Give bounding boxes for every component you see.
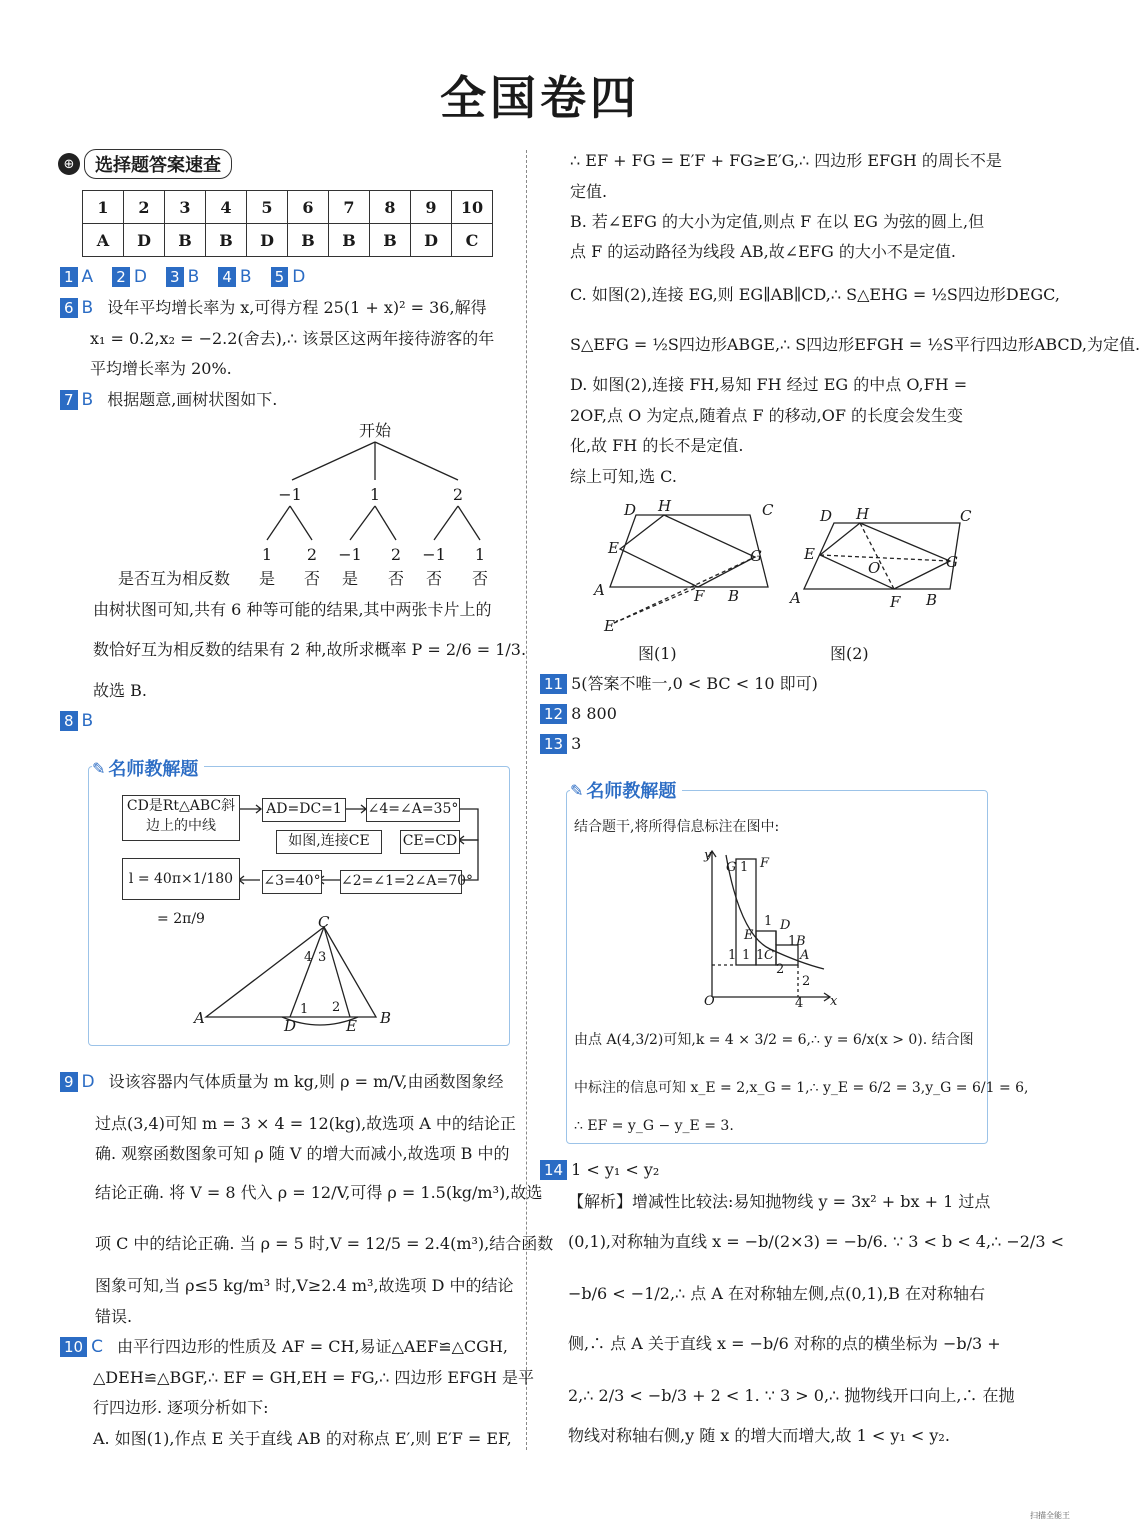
table-cell: D <box>411 224 452 257</box>
tree-node: −1 <box>278 485 302 504</box>
table-cell: 3 <box>165 191 206 224</box>
question-number: 11 <box>540 674 567 694</box>
tree-node: 2 <box>452 485 464 504</box>
q13-intro: 结合题干,将所得信息标注在图中: <box>574 819 780 835</box>
q12-line <box>540 702 617 726</box>
answer-letter: B <box>81 711 94 731</box>
svg-text:C: C <box>762 501 774 519</box>
q9-line: 项 C 中的结论正确. 当 ρ = 5 时,V = 12/5 = 2.4(m³),结合函数 <box>95 1234 554 1253</box>
svg-text:E: E <box>804 545 815 563</box>
svg-text:1: 1 <box>300 1002 309 1017</box>
figure-caption-2: 图(2) <box>830 644 869 663</box>
table-cell: 10 <box>452 191 493 224</box>
table-cell: 9 <box>411 191 452 224</box>
answer-letter: B <box>187 267 200 287</box>
table-cell: B <box>206 224 247 257</box>
svg-text:F: F <box>760 856 770 871</box>
q14-solution-line: 物线对称轴右侧,y 随 x 的增大而增大,故 1 < y₁ < y₂. <box>568 1426 950 1445</box>
svg-text:O: O <box>704 994 715 1009</box>
question-number: 14 <box>540 1160 567 1180</box>
tree-row-label: 是否互为相反数 <box>118 569 231 588</box>
svg-text:2: 2 <box>776 962 785 977</box>
teacher-title: 名师教解题 <box>108 759 199 780</box>
svg-text:H: H <box>856 505 870 523</box>
svg-text:B: B <box>796 934 806 949</box>
parallelogram-figure-1 <box>590 495 780 640</box>
tree-leaf: 2 <box>390 545 402 564</box>
svg-text:3: 3 <box>318 950 327 965</box>
q13-line <box>540 732 581 756</box>
tree-leaf: 1 <box>474 545 486 564</box>
tree-result: 否 <box>471 569 489 588</box>
svg-text:4: 4 <box>795 996 804 1011</box>
solution-text: 根据题意,画树状图如下. <box>107 390 278 409</box>
svg-text:G: G <box>750 547 762 565</box>
flow-box: ∠4=∠A=35° <box>366 798 460 822</box>
q13-line: 中标注的信息可知 x_E = 2,x_G = 1,∴ y_E = 6/2 = 3,y_G = 6/1 = 6, <box>574 1080 1029 1096</box>
table-cell: B <box>288 224 329 257</box>
question-number: 13 <box>540 734 567 754</box>
q6-line-1 <box>60 296 487 320</box>
question-number: 9 <box>60 1072 78 1092</box>
table-cell: 4 <box>206 191 247 224</box>
flow-box: ∠2=∠1=2∠A=70° <box>340 870 462 894</box>
teacher-icon: ✎ <box>570 780 584 800</box>
tree-leaf: 1 <box>261 545 273 564</box>
solution-text: 设年平均增长率为 x,可得方程 25(1 + x)² = 36,解得 <box>107 298 487 317</box>
svg-text:A: A <box>594 581 605 599</box>
right-line: S△EFG = ½S四边形ABGE,∴ S四边形EFGH = ½S平行四边形ABCD,为定值. <box>570 335 1140 354</box>
teacher-header <box>570 777 682 803</box>
q9-line: 结论正确. 将 V = 8 代入 ρ = 12/V,可得 ρ = 1.5(kg/m³),故选 <box>95 1183 543 1202</box>
tree-result: 是 <box>258 569 276 588</box>
svg-text:F: F <box>694 587 705 605</box>
table-cell: B <box>329 224 370 257</box>
q10-line-1 <box>60 1335 508 1359</box>
svg-text:E′: E′ <box>604 617 619 635</box>
question-number: 1 <box>60 267 78 287</box>
svg-text:1: 1 <box>740 860 749 875</box>
table-cell: 1 <box>83 191 124 224</box>
svg-text:2: 2 <box>332 1000 341 1015</box>
answer-text: 1 < y₁ < y₂ <box>571 1160 660 1179</box>
flow-box: ∠3=40° <box>262 870 322 894</box>
answer-table <box>82 190 493 257</box>
q7-line-1 <box>60 388 277 412</box>
tree-result: 是 <box>341 569 359 588</box>
q10-line: A. 如图(1),作点 E 关于直线 AB 的对称点 E′,则 E′F = EF, <box>93 1429 512 1448</box>
solution-text: 设该容器内气体质量为 m kg,则 ρ = m/V,由函数图象经 <box>108 1072 504 1091</box>
q14-solution-line: 侧,∴ 点 A 关于直线 x = −b/6 对称的点的横坐标为 −b/3 + <box>568 1334 1001 1353</box>
q6-line-2: x₁ = 0.2,x₂ = −2.2(舍去),∴ 该景区这两年接待游客的年 <box>90 329 495 348</box>
teacher-icon: ✎ <box>92 758 106 778</box>
svg-text:x: x <box>830 994 838 1009</box>
svg-text:G: G <box>726 860 737 875</box>
tree-leaf: −1 <box>338 545 362 564</box>
svg-text:C: C <box>318 913 330 931</box>
table-cell: D <box>124 224 165 257</box>
flow-box: CD是Rt△ABC斜边上的中线 <box>122 795 240 841</box>
tree-result: 否 <box>387 569 405 588</box>
question-number: 7 <box>60 390 78 410</box>
q6-line-3: 平均增长率为 20%. <box>90 359 232 378</box>
answer-text: 5(答案不唯一,0 < BC < 10 即可) <box>571 674 818 693</box>
inverse-function-graph <box>700 845 840 1010</box>
answer-letter: A <box>81 267 94 287</box>
tree-leaf: 2 <box>306 545 318 564</box>
page-title: 全国卷四 <box>440 71 640 125</box>
q13-line: ∴ EF = y_G − y_E = 3. <box>574 1118 734 1134</box>
question-number: 3 <box>166 267 184 287</box>
answer-letter: B <box>239 267 252 287</box>
svg-text:D: D <box>780 918 791 933</box>
svg-text:A: A <box>790 589 801 607</box>
q10-line: △DEH≌△BGF,∴ EF = GH,EH = FG,∴ 四边形 EFGH 是平 <box>93 1368 535 1387</box>
question-number: 10 <box>60 1337 87 1357</box>
solution-text: 由平行四边形的性质及 AF = CH,易证△AEF≌△CGH, <box>116 1337 508 1356</box>
q9-line: 错误. <box>95 1307 133 1326</box>
svg-text:2: 2 <box>802 974 811 989</box>
q14-line <box>540 1158 659 1182</box>
q14-solution-line: (0,1),对称轴为直线 x = −b/(2×3) = −b/6. ∵ 3 < b < 4,∴ −2/3 < <box>568 1232 1064 1251</box>
table-cell: 8 <box>370 191 411 224</box>
svg-text:F: F <box>890 593 901 611</box>
q14-solution-line: −b/6 < −1/2,∴ 点 A 在对称轴左侧,点(0,1),B 在对称轴右 <box>568 1284 985 1303</box>
question-number: 6 <box>60 298 78 318</box>
q7-line-4: 故选 B. <box>93 681 147 700</box>
answer-letter: D <box>292 267 306 287</box>
svg-text:D: D <box>284 1017 297 1035</box>
section-header <box>58 151 232 177</box>
question-number: 5 <box>271 267 289 287</box>
answer-table-numbers <box>83 191 493 224</box>
svg-text:1: 1 <box>756 948 765 963</box>
answer-letter: D <box>81 1072 95 1092</box>
q9-line: 确. 观察函数图象可知 ρ 随 V 的增大而减小,故选项 B 中的 <box>95 1144 510 1163</box>
flow-box: AD=DC=1 <box>262 798 346 822</box>
svg-text:A: A <box>800 948 810 963</box>
answer-table-answers <box>83 224 493 257</box>
table-cell: B <box>370 224 411 257</box>
svg-text:E: E <box>608 539 619 557</box>
teacher-title: 名师教解题 <box>586 781 677 802</box>
right-line: 点 F 的运动路径为线段 AB,故∠EFG 的大小不是定值. <box>570 242 956 261</box>
answer-letter: C <box>91 1337 103 1357</box>
q14-solution-line: 【解析】增减性比较法:易知抛物线 y = 3x² + bx + 1 过点 <box>568 1192 991 1211</box>
question-number: 12 <box>540 704 567 724</box>
tree-diagram <box>240 418 520 598</box>
answer-letter: D <box>133 267 147 287</box>
table-cell: B <box>165 224 206 257</box>
flow-box: 如图,连接CE <box>276 830 382 854</box>
svg-text:E: E <box>346 1017 357 1035</box>
table-cell: D <box>247 224 288 257</box>
right-line: 综上可知,选 C. <box>570 467 677 486</box>
svg-text:C: C <box>764 948 774 963</box>
svg-text:O: O <box>868 559 881 577</box>
figure-caption-1: 图(1) <box>638 644 677 663</box>
right-line: C. 如图(2),连接 EG,则 EG∥AB∥CD,∴ S△EHG = ½S四边形DEGC, <box>570 285 1060 304</box>
target-icon: ⊕ <box>58 153 80 175</box>
svg-text:1: 1 <box>788 934 797 949</box>
flow-box: l = 40π×1/180 = 2π/9 <box>122 858 240 900</box>
svg-text:D: D <box>624 501 637 519</box>
tree-result: 否 <box>303 569 321 588</box>
q7-line-2: 由树状图可知,共有 6 种等可能的结果,其中两张卡片上的 <box>93 600 492 619</box>
question-number: 2 <box>112 267 130 287</box>
svg-text:B: B <box>926 591 938 609</box>
svg-text:G: G <box>946 553 958 571</box>
answer-letter: B <box>81 390 94 410</box>
q8-line <box>60 709 107 733</box>
right-line: 2OF,点 O 为定点,随着点 F 的移动,OF 的长度会发生变 <box>570 406 964 425</box>
svg-text:A: A <box>194 1009 205 1027</box>
q9-line: 过点(3,4)可知 m = 3 × 4 = 12(kg),故选项 A 中的结论正 <box>95 1114 516 1133</box>
right-line: ∴ EF + FG = E′F + FG≥E′G,∴ 四边形 EFGH 的周长不是 <box>570 151 1002 170</box>
svg-text:B: B <box>380 1009 392 1027</box>
teacher-header <box>92 755 204 781</box>
tree-result: 否 <box>425 569 443 588</box>
q11-line <box>540 672 818 696</box>
q9-line-1 <box>60 1070 504 1094</box>
table-cell: 5 <box>247 191 288 224</box>
svg-text:H: H <box>658 497 672 515</box>
right-line: D. 如图(2),连接 FH,易知 FH 经过 EG 的中点 O,FH = <box>570 375 968 394</box>
svg-text:4: 4 <box>304 950 313 965</box>
q13-line: 由点 A(4,3/2)可知,k = 4 × 3/2 = 6,∴ y = 6/x(x > 0). 结合图 <box>574 1032 974 1048</box>
svg-text:D: D <box>820 507 833 525</box>
svg-text:B: B <box>728 587 740 605</box>
svg-text:1: 1 <box>764 914 773 929</box>
right-line: B. 若∠EFG 的大小为定值,则点 F 在以 EG 为弦的圆上,但 <box>570 212 985 231</box>
q10-line: 行四边形. 逐项分析如下: <box>93 1398 269 1417</box>
parallelogram-figure-2 <box>790 505 980 615</box>
quick-answers <box>60 265 319 289</box>
table-cell: C <box>452 224 493 257</box>
table-cell: 7 <box>329 191 370 224</box>
answer-text: 3 <box>571 734 582 753</box>
svg-text:E: E <box>744 928 754 943</box>
flow-box: CE=CD <box>400 830 460 854</box>
question-number: 4 <box>218 267 236 287</box>
svg-text:y: y <box>704 848 712 863</box>
q7-line-3: 数恰好互为相反数的结果有 2 种,故所求概率 P = 2/6 = 1/3. <box>93 640 527 659</box>
right-line: 定值. <box>570 182 608 201</box>
answer-text: 8 800 <box>571 704 617 723</box>
table-cell: 2 <box>124 191 165 224</box>
answer-letter: B <box>81 298 94 318</box>
svg-text:C: C <box>960 507 972 525</box>
tree-node: 1 <box>369 485 381 504</box>
question-number: 8 <box>60 711 78 731</box>
watermark: 扫描全能王 <box>1030 1511 1070 1520</box>
section-label: 选择题答案速查 <box>84 149 232 179</box>
table-cell: 6 <box>288 191 329 224</box>
table-cell: A <box>83 224 124 257</box>
tree-leaf: −1 <box>422 545 446 564</box>
q14-solution-line: 2,∴ 2/3 < −b/3 + 2 < 1. ∵ 3 > 0,∴ 抛物线开口向上,∴ 在抛 <box>568 1386 1015 1405</box>
triangle-figure <box>190 915 400 1035</box>
svg-text:1: 1 <box>742 948 751 963</box>
tree-root: 开始 <box>358 421 392 440</box>
svg-text:1: 1 <box>728 948 737 963</box>
right-line: 化,故 FH 的长不是定值. <box>570 436 744 455</box>
q9-line: 图象可知,当 ρ≤5 kg/m³ 时,V≥2.4 m³,故选项 D 中的结论 <box>95 1276 514 1295</box>
